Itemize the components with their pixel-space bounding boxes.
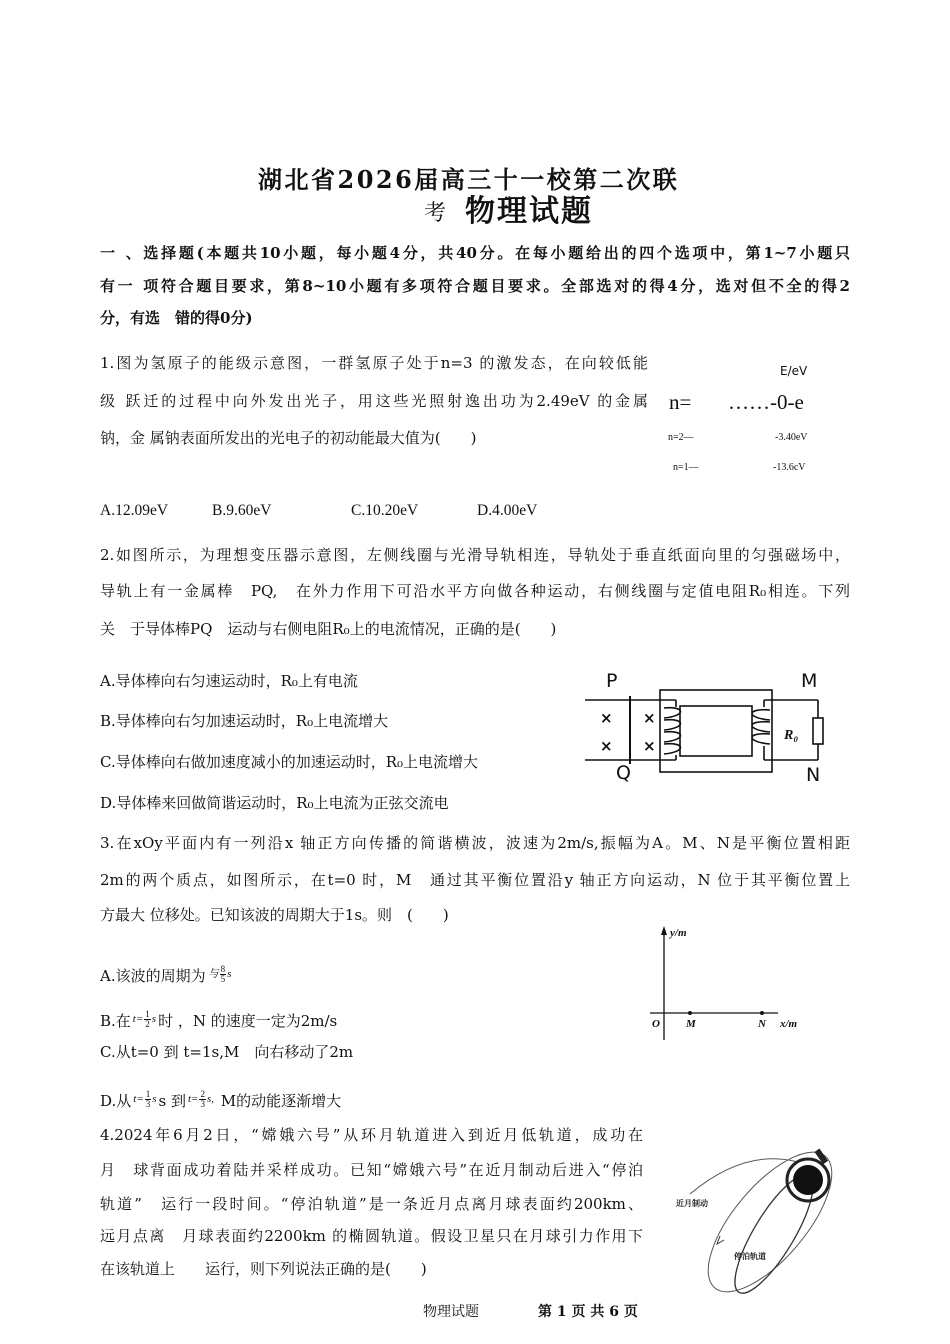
question-3-option-b xyxy=(100,1010,337,1030)
option-b-prefix: B.在 xyxy=(100,1012,131,1031)
question-1-option-c: C.10.20eV xyxy=(351,502,419,519)
fraction-numerator: 1 xyxy=(145,1089,151,1099)
formula-prefix: t= xyxy=(132,1013,144,1026)
section-instructions-line-3: 分，有选 错的得0分) xyxy=(100,309,253,327)
formula-unit: s xyxy=(227,968,232,981)
question-1-line-2: 级 跃迁的过程中向外发出光子，用这些光照射逸出功为2.49eV 的金属 xyxy=(100,392,648,410)
question-2-option-b: B.导体棒向右匀加速运动时，R₀上电流增大 xyxy=(100,712,389,730)
question-1-line-1: 1.图为氢原子的能级示意图，一群氢原子处于n=3 的激发态，在向较低能 xyxy=(100,354,648,372)
level-n3-value: ……-0-e xyxy=(728,390,804,414)
label-parking-orbit: 停泊轨道 xyxy=(734,1252,766,1261)
question-3-line-2: 2m的两个质点，如图所示，在t=0 时，M 通过其平衡位置沿y 轴正方向运动，N 位于其平衡位置上 xyxy=(100,871,850,889)
orbit-arrow xyxy=(717,1236,724,1244)
label-lunar-braking: 近月制动 xyxy=(676,1199,708,1208)
fraction-numerator: 1 xyxy=(145,1009,150,1019)
question-4-line-2: 月 球背面成功着陆并采样成功。已知“嫦娥六号”在近月制动后进入“停泊 xyxy=(100,1161,643,1179)
formula-prefix: t= xyxy=(188,1093,199,1106)
question-2-line-1: 2.如图所示，为理想变压器示意图，左侧线圈与光滑导轨相连，导轨处于垂直纸面向里的匀强磁场中， xyxy=(100,546,850,564)
question-1-option-d: D.4.00eV xyxy=(477,502,538,519)
exam-title-line-2-prefix: 考 xyxy=(424,201,447,226)
option-a-text: A.该波的周期为 xyxy=(100,967,206,986)
level-n2-value: -3.40eV xyxy=(775,432,808,443)
formula-unit: s, xyxy=(206,1093,215,1106)
label-q: Q xyxy=(616,762,631,784)
point-m xyxy=(688,1011,692,1015)
level-n1-value: -13.6cV xyxy=(773,462,806,473)
fraction-numerator: 8 xyxy=(220,964,226,974)
question-3-line-3: 方最大 位移处。已知该波的周期大于1s。则 ( ) xyxy=(100,906,449,924)
label-n: N xyxy=(806,764,821,786)
option-d-suffix: M的动能逐渐增大 xyxy=(216,1092,342,1111)
exam-subject-title: 物理试题 xyxy=(465,194,593,229)
formula-unit: s xyxy=(151,1013,157,1026)
primary-coil xyxy=(664,700,681,760)
fraction-numerator: 2 xyxy=(200,1089,205,1099)
question-3-option-a xyxy=(100,965,233,985)
y-axis-label: y/m xyxy=(670,927,687,939)
question-3-line-1: 3.在xOy平面内有一列沿x 轴正方向传播的简谐横波，波速为2m/s,振幅为A。M、N是平衡位置相距 xyxy=(100,834,850,852)
question-2-option-a: A.导体棒向右匀速运动时，R₀上有电流 xyxy=(100,672,358,690)
transformer-figure xyxy=(580,660,842,790)
question-4-line-1: 4.2024年6月2日，“嫦娥六号”从环月轨道进入到近月低轨道，成功在 xyxy=(100,1126,643,1144)
label-r0: R₀ xyxy=(784,728,799,743)
question-4-line-4: 远月点离 月球表面约2200km 的椭圆轨道。假设卫星只在月球引力作用下 xyxy=(100,1227,643,1245)
fraction xyxy=(199,1090,206,1109)
section-instructions-line-2: 有一 项符合题目要求，第8~10小题有多项符合题目要求。全部选对的得4分，选对但不全的得2 xyxy=(100,277,850,295)
origin-label: O xyxy=(652,1018,660,1030)
period-formula xyxy=(208,965,232,984)
time-formula xyxy=(133,1010,156,1029)
level-n2-label: n=2— xyxy=(668,432,694,443)
magnetic-field-mark: × xyxy=(643,709,656,727)
exam-title-line-1: 湖北省2026届高三十一校第二次联 xyxy=(258,165,680,194)
formula-unit: s xyxy=(152,1093,157,1106)
x-axis-label: x/m xyxy=(780,1018,798,1030)
formula-prefix: 与 xyxy=(207,968,219,981)
footer-page-number: 第 1 页 共 6 页 xyxy=(538,1304,638,1320)
y-axis-arrow xyxy=(661,926,667,935)
question-1-line-3: 钠，金 属钠表面所发出的光电子的初动能最大值为( ) xyxy=(100,429,477,447)
lunar-orbit-figure xyxy=(650,1136,845,1298)
level-n1-label: n=1— xyxy=(673,462,699,473)
n-label: N xyxy=(758,1018,766,1030)
energy-unit-label: E/eV xyxy=(780,364,808,378)
secondary-coil xyxy=(752,700,770,760)
question-4-line-3: 轨道” 运行一段时间。“停泊轨道”是一条近月点离月球表面约200km、 xyxy=(100,1195,643,1213)
label-m: M xyxy=(801,670,818,692)
option-b-suffix: 时 ，N 的速度一定为2m/s xyxy=(158,1012,338,1031)
question-3-option-c: C.从t=0 到 t=1s,M 向右移动了2m xyxy=(100,1043,354,1061)
fraction-denominator: 2 xyxy=(145,1019,150,1029)
m-label: M xyxy=(686,1018,696,1030)
label-p: P xyxy=(606,670,618,692)
moon xyxy=(793,1165,823,1195)
level-n3-label: n= xyxy=(669,390,692,414)
start-time-formula xyxy=(133,1090,156,1109)
resistor-r0 xyxy=(813,718,823,744)
circumlunar-orbit xyxy=(687,1133,853,1311)
fraction-denominator: 3 xyxy=(145,1099,151,1109)
question-2-line-2: 导轨上有一金属棒 PQ, 在外力作用下可沿水平方向做各种运动，右侧线圈与定值电阻R₀相连。下列 xyxy=(100,582,850,600)
question-2-line-3: 关 于导体棒PQ 运动与右侧电阻R₀上的电流情况，正确的是( ) xyxy=(100,620,557,638)
question-3-option-d xyxy=(100,1090,341,1110)
magnetic-field-mark: × xyxy=(600,709,613,727)
option-d-prefix: D.从 xyxy=(100,1092,132,1111)
magnetic-field-mark: × xyxy=(643,737,656,755)
section-instructions-line-1: 一 、选择题(本题共10小题，每小题4分，共40分。在每小题给出的四个选项中，第1~7小题只 xyxy=(100,244,850,262)
fraction-denominator: 3 xyxy=(200,1099,205,1109)
footer-subject: 物理试题 xyxy=(423,1304,479,1320)
transformer-core-inner xyxy=(680,706,752,756)
formula-prefix: t= xyxy=(133,1093,144,1106)
wave-axes-figure xyxy=(640,922,805,1047)
question-2-option-d: D.导体棒来回做简谐运动时，R₀上电流为正弦交流电 xyxy=(100,794,449,812)
magnetic-field-mark: × xyxy=(600,737,613,755)
end-time-formula xyxy=(188,1090,214,1109)
point-n xyxy=(760,1011,764,1015)
question-2-option-c: C.导体棒向右做加速度减小的加速运动时，R₀上电流增大 xyxy=(100,753,479,771)
fraction xyxy=(220,965,227,984)
fraction xyxy=(144,1010,151,1029)
fraction-denominator: 5 xyxy=(220,974,226,984)
question-4-line-5: 在该轨道上 运行，则下列说法正确的是( ) xyxy=(100,1260,427,1278)
option-d-middle: s 到 xyxy=(158,1092,186,1111)
fraction xyxy=(145,1090,152,1109)
question-1-option-a: A.12.09eV xyxy=(100,502,169,519)
question-1-option-b: B.9.60eV xyxy=(212,502,272,519)
